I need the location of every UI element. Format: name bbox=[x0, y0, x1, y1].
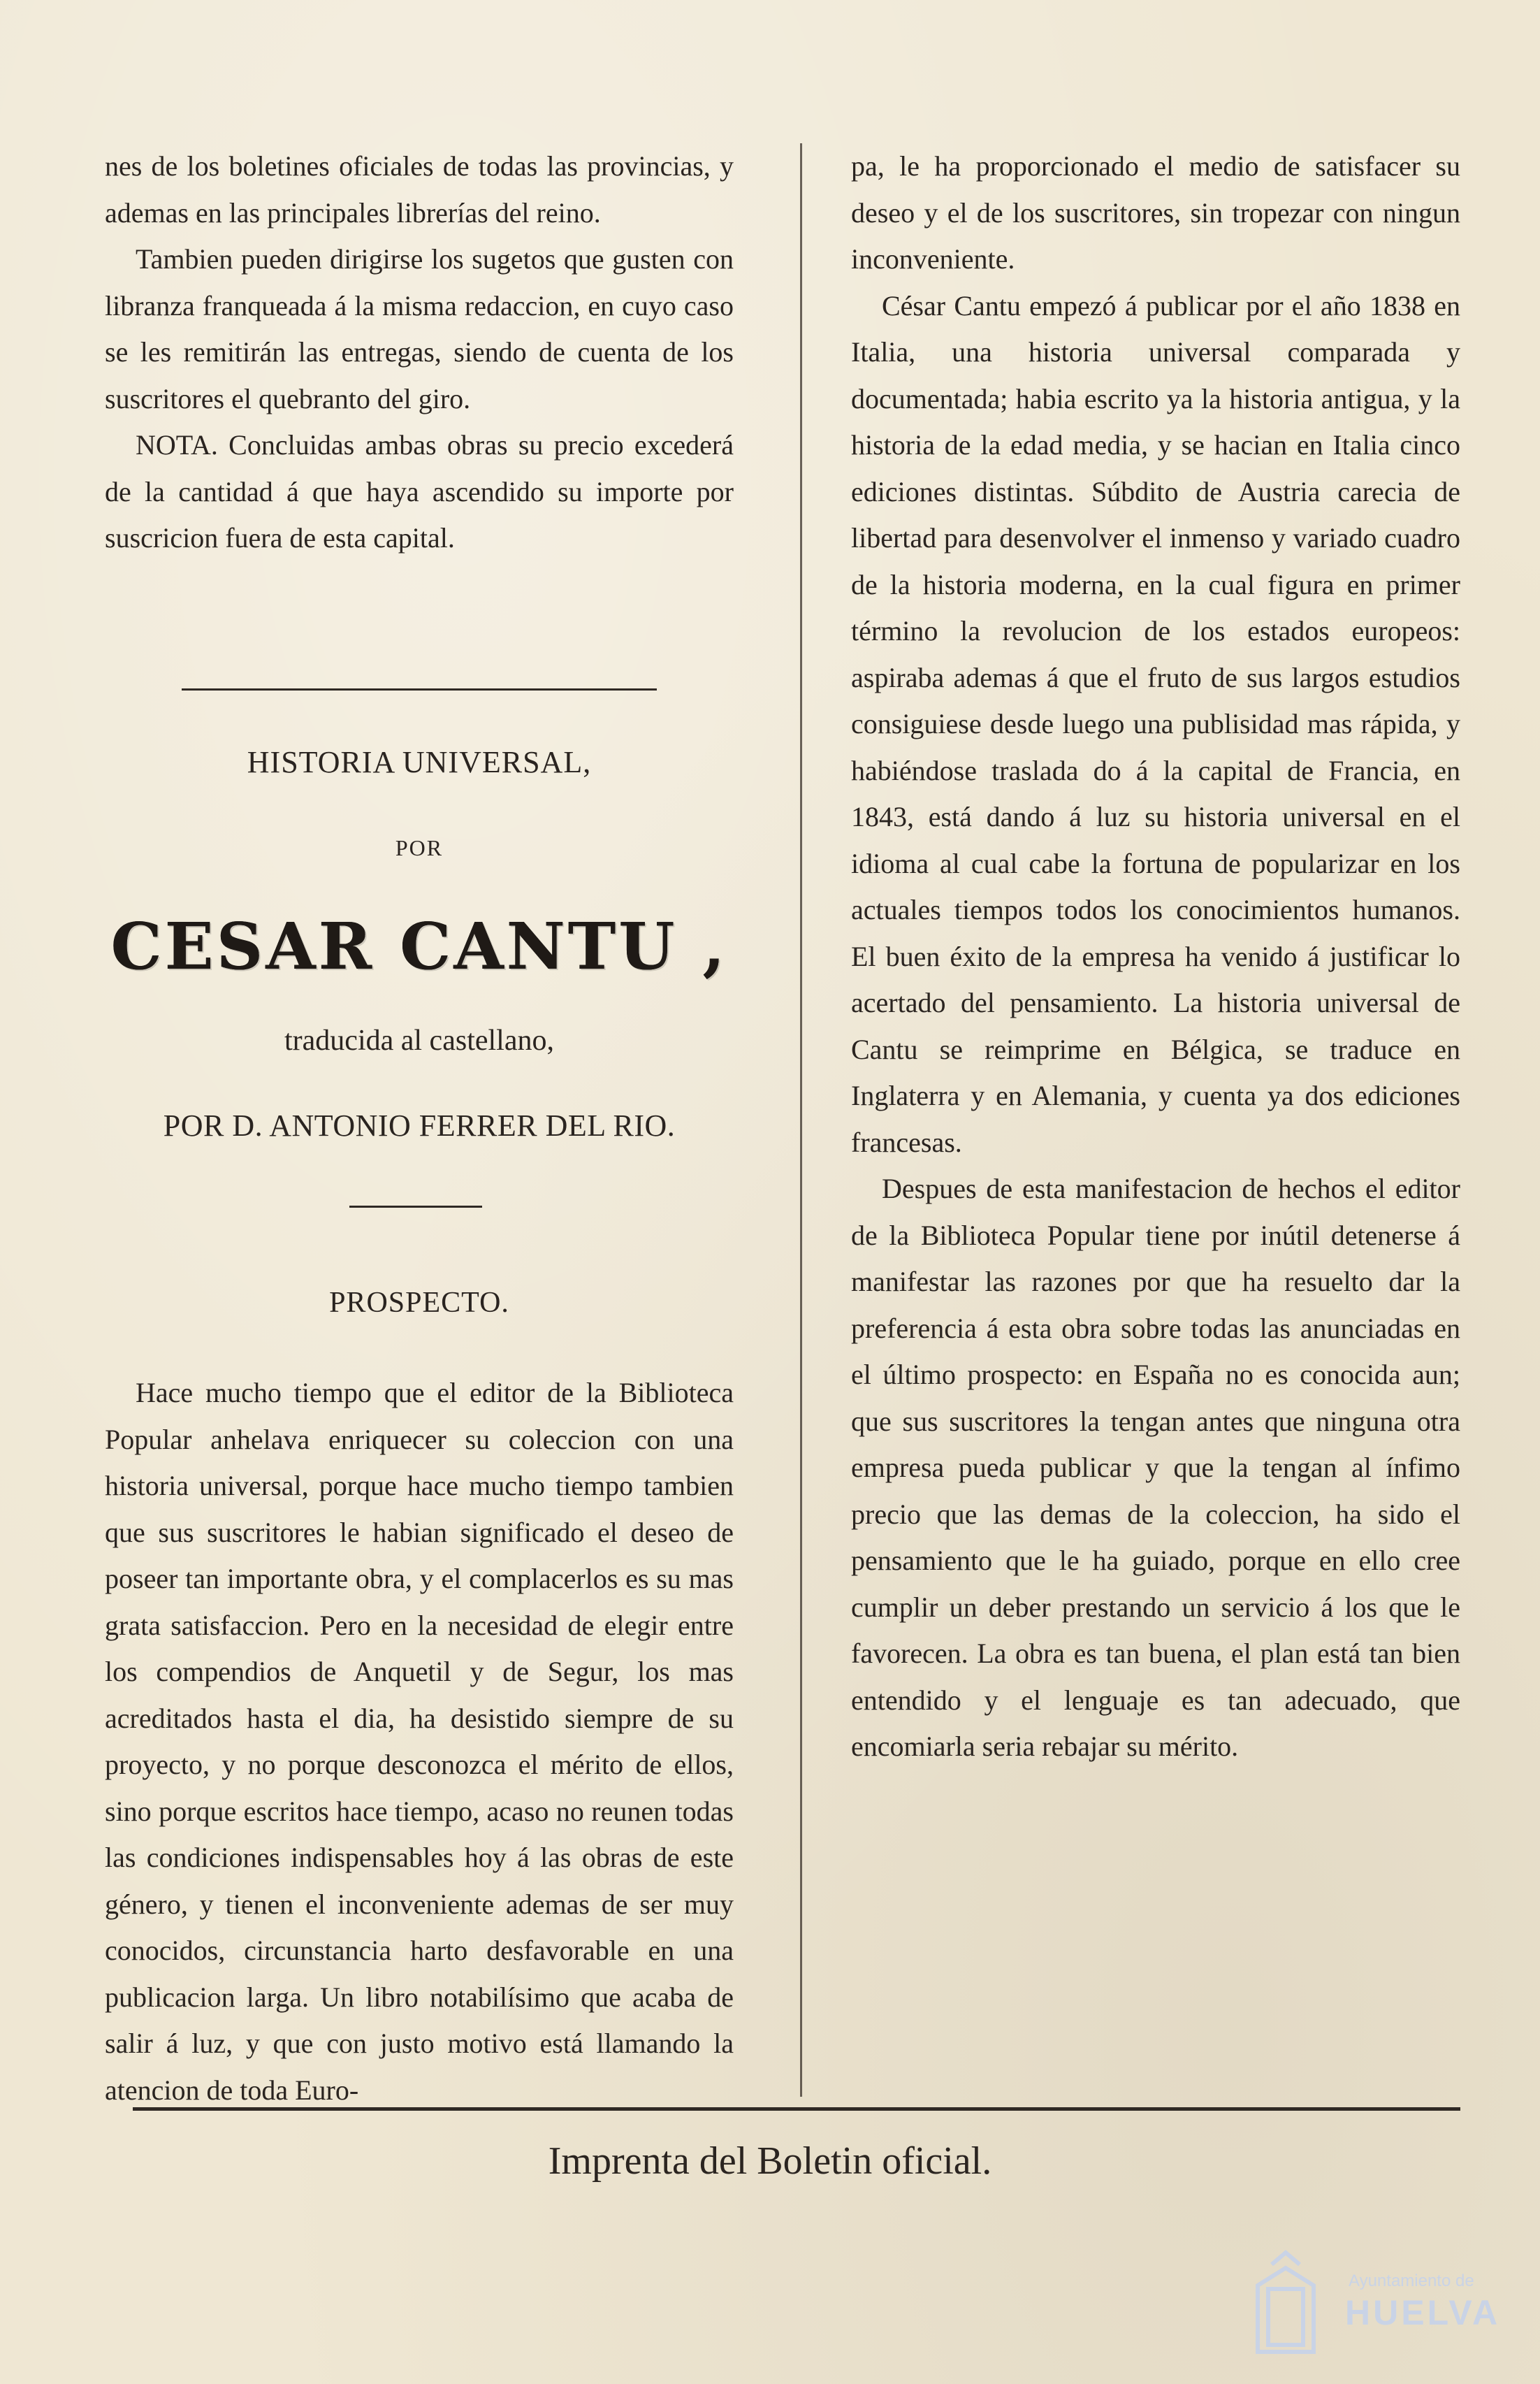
short-divider bbox=[349, 1206, 482, 1208]
paragraph-cantu-history: César Cantu empezó á publicar por el año 1838 en Italia, una historia universal comparada y documentada; habia escrito ya la historia antigua, y la historia de la edad media, y se hacian en Italia cinco ediciones distintas. Súbdito de Austria carecia de libertad para desenvolver el inmenso y variado cuadro de la historia moderna, en la cual figura en primer término la revolucion de los estados europeos: aspiraba ademas á que el fruto de sus largos estudios consiguiese desde luego una publisidad mas rápida, y habiéndose traslada do á la capital de Francia, en 1843, está dando á luz su historia universal en el idioma al cual cabe la fortuna de popularizar en los actuales tiempos todos los conocimientos humanos. El buen éxito de la empresa ha venido á justificar lo acertado del pensamiento. La historia universal de Cantu se reimprime en Bélgica, se traduce en Inglaterra y en Alemania, y cuenta ya dos ediciones francesas. bbox=[851, 289, 1460, 1158]
paragraph-remittance: Tambien pueden dirigirse los sugetos que gusten con libranza franqueada á la misma redaccion, en cuyo caso se les remitirán las entregas, siendo de cuenta de los suscritores el quebranto del giro. bbox=[105, 243, 734, 414]
paragraph-continuation-right: pa, le ha proporcionado el medio de satisfacer su deseo y el de los suscritores, sin tropezar con ningun inconveniente. bbox=[851, 150, 1460, 275]
right-column bbox=[851, 143, 1460, 1770]
paragraph-editor-reasons: Despues de esta manifestacion de hechos el editor de la Biblioteca Popular tiene por inútil detenerse á manifestar las razones por que ha resuelto dar la preferencia á esta obra sobre todas las anunciadas en el último prospecto: en España no es conocida aun; que sus suscritores la tengan antes que ninguna otra empresa pueda publicar y que la tengan al ínfimo precio que las demas de la coleccion, ha sido el pensamiento que le ha guiado, porque en ello cree cumplir un deber prestando un servicio á los que le favorecen. La obra es tan buena, el plan está tan bien entendido y el lenguaje es tan adecuado, que encomiarla seria rebajar su mérito. bbox=[851, 1173, 1460, 1762]
column-rule bbox=[800, 143, 802, 2097]
footer-rule bbox=[133, 2107, 1460, 2111]
prospecto-column bbox=[105, 1370, 734, 2114]
paragraph-continuation: nes de los boletines oficiales de todas las provincias, y ademas en las principales librerías del reino. bbox=[105, 150, 734, 229]
left-column bbox=[105, 143, 734, 562]
watermark-line2: HUELVA bbox=[1345, 2293, 1501, 2332]
translator-name: POR D. ANTONIO FERRER DEL RIO. bbox=[163, 1108, 676, 1143]
author-name: CESAR CANTU , bbox=[110, 909, 728, 984]
translation-note: traducida al castellano, bbox=[284, 1025, 554, 1057]
by-label: POR bbox=[395, 835, 444, 860]
prospecto-paragraph: Hace mucho tiempo que el editor de la Biblioteca Popular anhelava enriquecer su coleccion con una historia universal, porque hace mucho tiempo tambien que sus suscritores le habian significado el deseo de poseer tan importante obra, y el complacerlos es su mas grata satisfaccion. Pero en la necesidad de elegir entre los compendios de Anquetil y de Segur, los mas acreditados hasta el dia, ha desistido siempre de su proyecto, y no porque desconozca el mérito de ellos, sino porque escritos hace tiempo, acaso no reunen todas las condiciones indispensables hoy á las obras de este género, y tienen el inconveniente ademas de ser muy conocidos, circunstancia harto desfavorable en una publicacion larga. Un libro notabilísimo que acaba de salir á luz, y que con justo motivo está llamando la atencion de toda Euro- bbox=[105, 1377, 734, 2106]
paragraph-nota: NOTA. Concluidas ambas obras su precio excederá de la cantidad á que haya ascendido su importe por suscricion fuera de esta capital. bbox=[105, 429, 734, 554]
watermark-line1: Ayuntamiento de bbox=[1349, 2271, 1474, 2290]
prospecto-heading: PROSPECTO. bbox=[329, 1287, 509, 1319]
section-divider bbox=[182, 688, 657, 691]
imprint-line: Imprenta del Boletin oficial. bbox=[548, 2139, 992, 2183]
book-title: HISTORIA UNIVERSAL, bbox=[247, 745, 592, 779]
